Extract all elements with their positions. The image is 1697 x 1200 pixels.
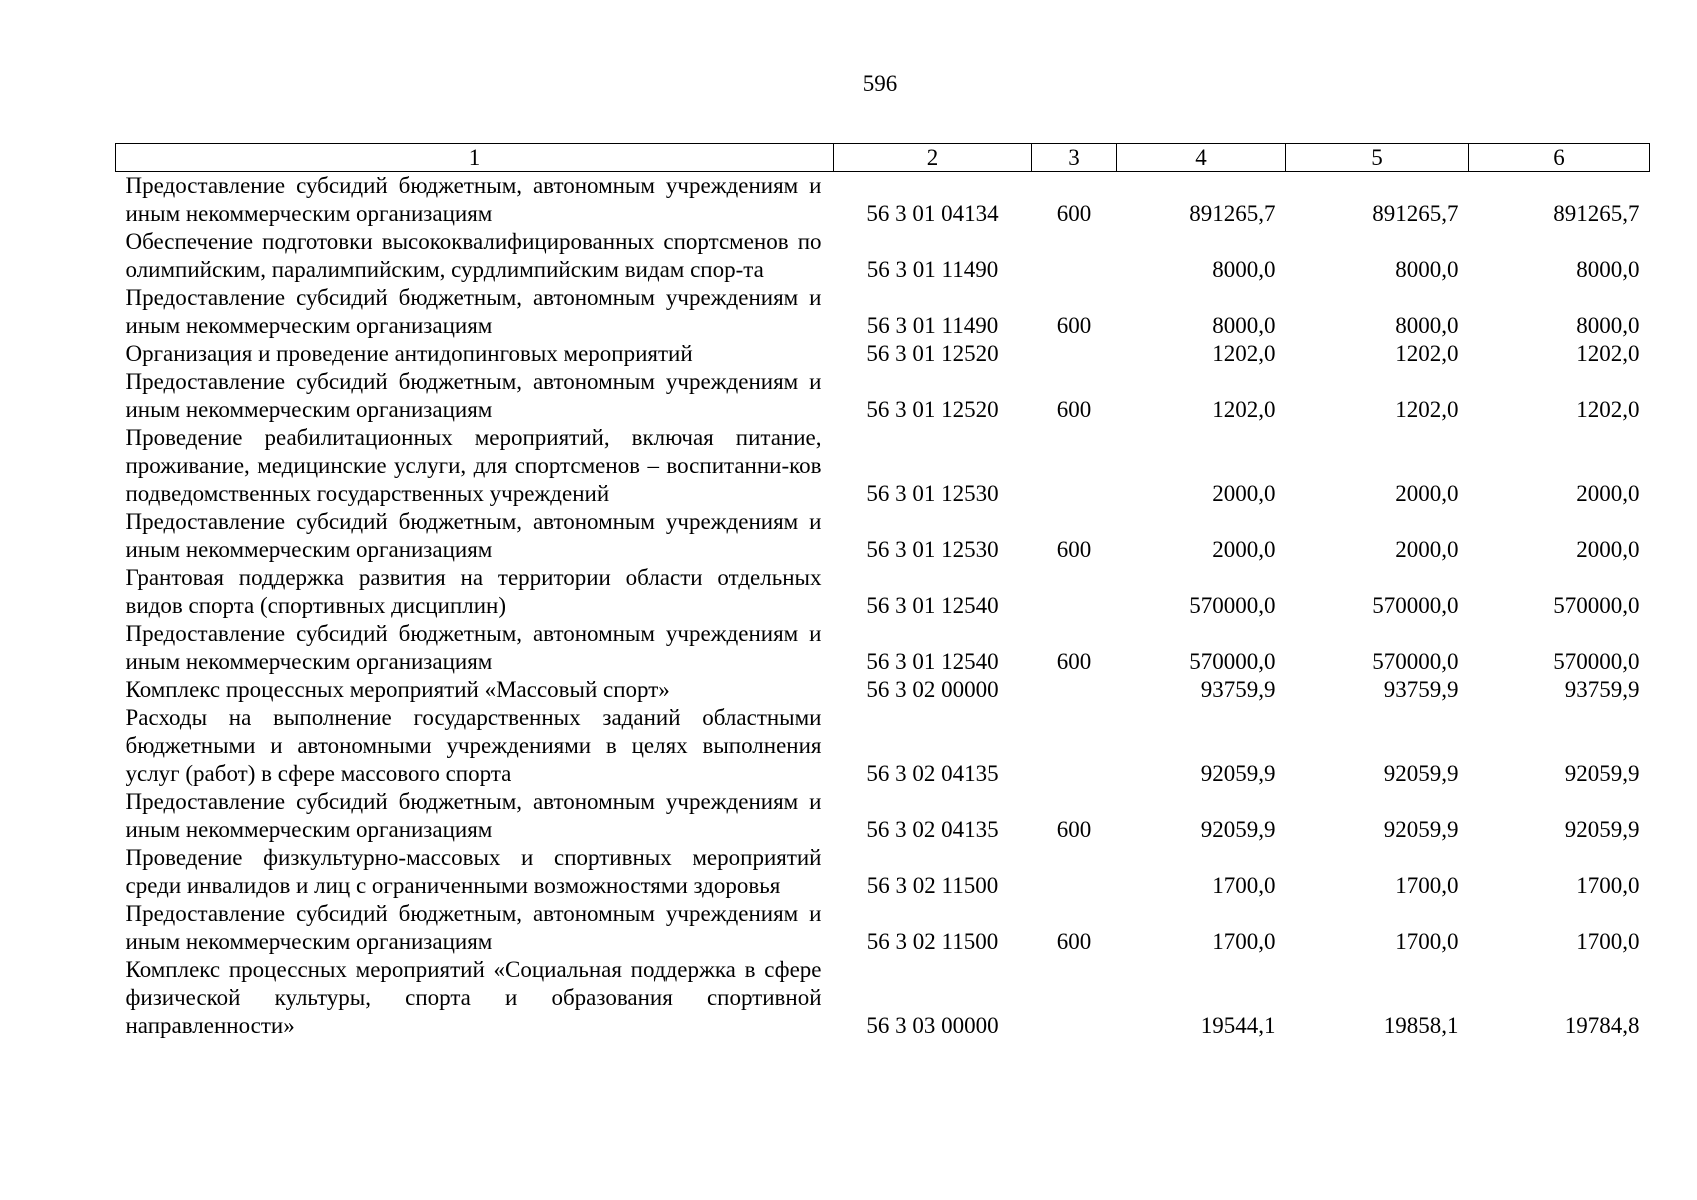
row-name: Комплекс процессных мероприятий «Социальная поддержка в сфере физической культуры, спорта и образования спортивной направленности» bbox=[125, 957, 822, 1038]
row-code: 56 3 02 04135 bbox=[866, 817, 999, 842]
row-amount-4: 93759,9 bbox=[1200, 677, 1276, 702]
row-expense-type: 600 bbox=[1056, 649, 1092, 674]
row-name: Обеспечение подготовки высококвалифицированных спортсменов по олимпийским, паралимпийским, сурдлимпийским видам спор-та bbox=[125, 229, 822, 282]
row-amount-6: 2000,0 bbox=[1576, 537, 1640, 562]
row-amount-5: 92059,9 bbox=[1383, 761, 1459, 786]
row-name: Предоставление субсидий бюджетным, автономным учреждениям и иным некоммерческим организациям bbox=[125, 621, 822, 674]
row-code: 56 3 01 12520 bbox=[866, 341, 999, 366]
row-amount-4: 19544,1 bbox=[1200, 1013, 1276, 1038]
row-name: Предоставление субсидий бюджетным, автономным учреждениям и иным некоммерческим организациям bbox=[125, 369, 822, 422]
row-expense-type bbox=[1032, 956, 1117, 1040]
row-amount-6: 570000,0 bbox=[1553, 593, 1640, 618]
row-amount-5: 93759,9 bbox=[1383, 677, 1459, 702]
page-number: 596 bbox=[862, 71, 898, 96]
row-amount-6: 8000,0 bbox=[1576, 257, 1640, 282]
row-name: Предоставление субсидий бюджетным, автономным учреждениям и иным некоммерческим организациям bbox=[125, 173, 822, 226]
table-row bbox=[116, 564, 1650, 620]
header-cell-6: 6 bbox=[1469, 144, 1650, 172]
row-amount-4: 891265,7 bbox=[1189, 201, 1276, 226]
row-expense-type: 600 bbox=[1056, 929, 1092, 954]
row-expense-type bbox=[1032, 704, 1117, 788]
row-expense-type: 600 bbox=[1056, 313, 1092, 338]
row-code: 56 3 02 04135 bbox=[866, 761, 999, 786]
row-amount-5: 92059,9 bbox=[1383, 817, 1459, 842]
row-code: 56 3 02 11500 bbox=[866, 929, 999, 954]
row-amount-4: 2000,0 bbox=[1212, 481, 1276, 506]
row-name: Предоставление субсидий бюджетным, автономным учреждениям и иным некоммерческим организациям bbox=[125, 901, 822, 954]
row-expense-type: 600 bbox=[1056, 537, 1092, 562]
row-amount-4: 570000,0 bbox=[1189, 593, 1276, 618]
row-expense-type: 600 bbox=[1056, 397, 1092, 422]
row-name: Комплекс процессных мероприятий «Массовый спорт» bbox=[125, 677, 670, 702]
table-row bbox=[116, 424, 1650, 508]
row-name: Грантовая поддержка развития на территории области отдельных видов спорта (спортивных дисциплин) bbox=[125, 565, 822, 618]
table-row bbox=[116, 788, 1650, 844]
row-amount-6: 2000,0 bbox=[1576, 481, 1640, 506]
row-name: Предоставление субсидий бюджетным, автономным учреждениям и иным некоммерческим организациям bbox=[125, 509, 822, 562]
row-expense-type bbox=[1032, 340, 1117, 368]
row-code: 56 3 02 11500 bbox=[866, 873, 999, 898]
row-amount-4: 570000,0 bbox=[1189, 649, 1276, 674]
table-row bbox=[116, 228, 1650, 284]
row-amount-5: 2000,0 bbox=[1395, 537, 1459, 562]
row-amount-5: 1700,0 bbox=[1395, 873, 1459, 898]
row-amount-5: 19858,1 bbox=[1383, 1013, 1459, 1038]
row-code: 56 3 03 00000 bbox=[866, 1013, 999, 1038]
table-row bbox=[116, 340, 1650, 368]
row-name: Расходы на выполнение государственных заданий областными бюджетными и автономными учреждениями в целях выполнения услуг (работ) в сфере массового спорта bbox=[125, 705, 822, 786]
row-amount-5: 1202,0 bbox=[1395, 397, 1459, 422]
table-row bbox=[116, 676, 1650, 704]
row-amount-6: 570000,0 bbox=[1553, 649, 1640, 674]
row-amount-5: 1700,0 bbox=[1395, 929, 1459, 954]
table-row bbox=[116, 956, 1650, 1040]
row-amount-5: 8000,0 bbox=[1395, 257, 1459, 282]
row-amount-5: 891265,7 bbox=[1372, 201, 1459, 226]
row-amount-5: 570000,0 bbox=[1372, 593, 1459, 618]
row-code: 56 3 01 12530 bbox=[866, 537, 999, 562]
row-amount-5: 570000,0 bbox=[1372, 649, 1459, 674]
row-amount-6: 1202,0 bbox=[1576, 341, 1640, 366]
header-cell-4: 4 bbox=[1117, 144, 1286, 172]
table-row bbox=[116, 508, 1650, 564]
row-name: Предоставление субсидий бюджетным, автономным учреждениям и иным некоммерческим организациям bbox=[125, 285, 822, 338]
row-expense-type bbox=[1032, 676, 1117, 704]
row-amount-4: 92059,9 bbox=[1200, 761, 1276, 786]
row-amount-6: 93759,9 bbox=[1564, 677, 1640, 702]
row-amount-6: 891265,7 bbox=[1553, 201, 1640, 226]
table-body bbox=[116, 172, 1650, 1041]
row-code: 56 3 01 12530 bbox=[866, 481, 999, 506]
row-amount-4: 2000,0 bbox=[1212, 537, 1276, 562]
row-amount-6: 1202,0 bbox=[1576, 397, 1640, 422]
table-row bbox=[116, 172, 1650, 229]
row-amount-4: 8000,0 bbox=[1212, 313, 1276, 338]
header-cell-3: 3 bbox=[1032, 144, 1117, 172]
table-row bbox=[116, 704, 1650, 788]
row-amount-5: 1202,0 bbox=[1395, 341, 1459, 366]
row-name: Проведение реабилитационных мероприятий, включая питание, проживание, медицинские услуги, для спортсменов – воспитанни-ков подведомственных государственных учреждений bbox=[125, 425, 822, 506]
row-amount-4: 1202,0 bbox=[1212, 341, 1276, 366]
row-name: Предоставление субсидий бюджетным, автономным учреждениям и иным некоммерческим организациям bbox=[125, 789, 822, 842]
row-expense-type bbox=[1032, 228, 1117, 284]
row-amount-6: 92059,9 bbox=[1564, 761, 1640, 786]
table-row bbox=[116, 844, 1650, 900]
row-code: 56 3 01 11490 bbox=[866, 257, 999, 282]
header-cell-5: 5 bbox=[1286, 144, 1469, 172]
row-code: 56 3 01 04134 bbox=[866, 201, 999, 226]
row-expense-type bbox=[1032, 844, 1117, 900]
budget-table bbox=[115, 143, 1650, 1040]
table-row bbox=[116, 368, 1650, 424]
row-expense-type bbox=[1032, 564, 1117, 620]
table-row bbox=[116, 900, 1650, 956]
row-amount-4: 1700,0 bbox=[1212, 873, 1276, 898]
row-expense-type: 600 bbox=[1056, 817, 1092, 842]
header-cell-2: 2 bbox=[834, 144, 1032, 172]
table-row bbox=[116, 620, 1650, 676]
row-code: 56 3 01 12540 bbox=[866, 593, 999, 618]
row-amount-6: 1700,0 bbox=[1576, 873, 1640, 898]
row-code: 56 3 01 12540 bbox=[866, 649, 999, 674]
table-header-row bbox=[116, 144, 1650, 172]
row-name: Организация и проведение антидопинговых мероприятий bbox=[125, 341, 693, 366]
row-amount-4: 1202,0 bbox=[1212, 397, 1276, 422]
row-expense-type bbox=[1032, 424, 1117, 508]
row-amount-6: 92059,9 bbox=[1564, 817, 1640, 842]
row-amount-5: 8000,0 bbox=[1395, 313, 1459, 338]
row-amount-5: 2000,0 bbox=[1395, 481, 1459, 506]
row-amount-4: 92059,9 bbox=[1200, 817, 1276, 842]
row-code: 56 3 02 00000 bbox=[866, 677, 999, 702]
row-amount-4: 1700,0 bbox=[1212, 929, 1276, 954]
table-row bbox=[116, 284, 1650, 340]
row-code: 56 3 01 11490 bbox=[866, 313, 999, 338]
row-amount-6: 1700,0 bbox=[1576, 929, 1640, 954]
row-amount-6: 8000,0 bbox=[1576, 313, 1640, 338]
row-amount-6: 19784,8 bbox=[1564, 1013, 1640, 1038]
row-name: Проведение физкультурно-массовых и спортивных мероприятий среди инвалидов и лиц с ограниченными возможностями здоровья bbox=[125, 845, 822, 898]
row-amount-4: 8000,0 bbox=[1212, 257, 1276, 282]
row-expense-type: 600 bbox=[1056, 201, 1092, 226]
header-cell-1: 1 bbox=[116, 144, 834, 172]
row-code: 56 3 01 12520 bbox=[866, 397, 999, 422]
